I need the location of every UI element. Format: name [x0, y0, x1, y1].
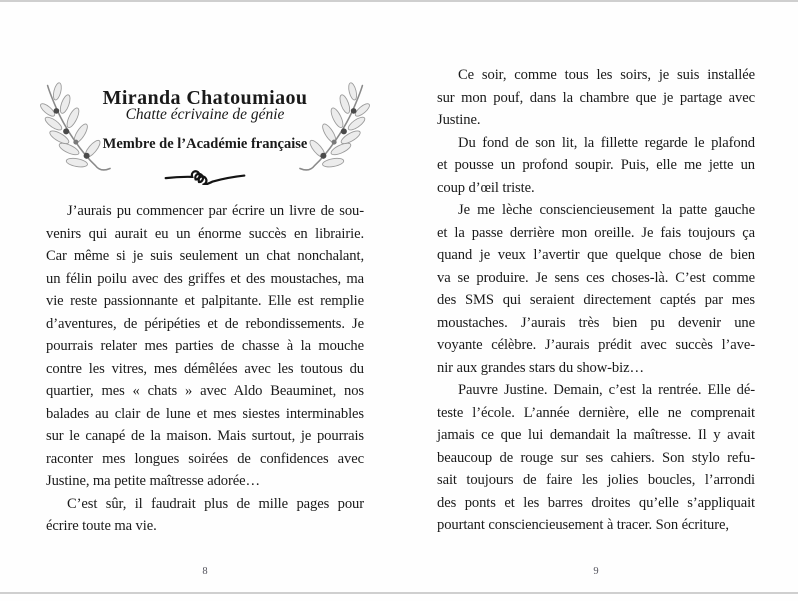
text-line: C’est sûr, il faudrait plus de mille pages pour [67, 495, 364, 512]
text-line: un félin poilu avec des griffes et des moustaches, ma [46, 270, 364, 287]
text-line: moustaches. J’aurais très bien pu devenir une [437, 314, 755, 331]
text-line: va se produire. Je sens ces choses-là. C’est comme [437, 269, 755, 286]
page-left-text [46, 200, 364, 538]
text-line: jamais ce que lui demandait la maîtresse. Il y avait [437, 427, 755, 443]
text-line: écrire toute ma vie. [46, 518, 157, 534]
author-affiliation: Membre de l’Académie française [102, 136, 308, 152]
text-line: balades au clair de lune et mes siestes interminables [46, 405, 364, 422]
text-line: quand je veux l’avertir que quelque chose de bien [437, 247, 755, 263]
page-number-right: 9 [593, 566, 599, 577]
text-line: quartier, mes « chats » avec Aldo Beauminet, nos [46, 383, 364, 399]
text-line: et la passe derrière mon oreille. Je fais toujours ça [437, 224, 755, 241]
text-line: teste l’école. L’année dernière, elle ne comprenait [437, 404, 755, 421]
text-line: nir aux grandes stars du show-biz… [437, 359, 644, 376]
text-line: coup d’œil triste. [437, 179, 535, 196]
text-line: Car même si je suis seulement un chat nonchalant, [46, 248, 364, 264]
text-line: Pauvre Justine. Demain, c’est la rentrée. Elle dé- [458, 382, 755, 398]
author-title: Miranda Chatoumiaou [102, 87, 308, 110]
text-line: pourrais relater mes parties de chasse à la mouche [46, 338, 364, 354]
text-line: beaucoup de rouge sur ses cahiers. Son stylo refu- [437, 449, 755, 466]
text-line: J’aurais pu commencer par écrire un livre de sou- [67, 203, 364, 219]
text-line: sur mon pouf, dans la chambre que je partage avec [437, 89, 755, 106]
text-line: des SMS qui seraient directement captés par mes [437, 292, 755, 308]
text-line: raconter mes longues soirées de confidences avec [46, 450, 364, 467]
text-line: sur le canapé de la maison. Mais surtout, je pourrais [46, 428, 364, 444]
text-line: sait toujours de faire les jolies boucles, l’arrondi [437, 472, 755, 488]
text-line: venirs qui aurait eu un énorme succès en librairie. [46, 225, 364, 242]
olive-branch-right-icon [298, 80, 378, 175]
page-right-text [437, 64, 755, 537]
text-line: vie reste passionnante et palpitante. Elle est remplie [46, 293, 364, 309]
page-number-left: 8 [202, 566, 208, 577]
text-line: voyante célèbre. J’aurais prédit avec succès l’ave- [437, 337, 755, 353]
text-line: Ce soir, comme tous les soirs, je suis installée [458, 67, 755, 83]
text-line: Du fond de son lit, la fillette regarde le plafond [458, 134, 755, 151]
text-line: d’aventures, de péripéties et de rebondissements. Je [46, 315, 364, 332]
text-line: Justine, ma petite maîtresse adorée… [46, 473, 261, 489]
page-left [46, 0, 364, 601]
text-line: Justine. [437, 112, 481, 128]
author-subtitle: Chatte écrivaine de génie [125, 106, 285, 123]
text-line: contre les vitres, mes démêlées avec les toutous du [46, 360, 364, 377]
page-right [437, 0, 755, 601]
text-line: et pousse un profond soupir. Puis, elle me jette un [437, 157, 755, 173]
text-line: Je me lèche consciencieusement la patte gauche [458, 202, 755, 218]
text-line: pourtant consciencieusement à tracer. Son écriture, [437, 517, 729, 533]
text-line: des ponts et les barres droites qu’elle s’appliquait [437, 494, 755, 511]
rope-twist-divider-icon [46, 167, 364, 185]
